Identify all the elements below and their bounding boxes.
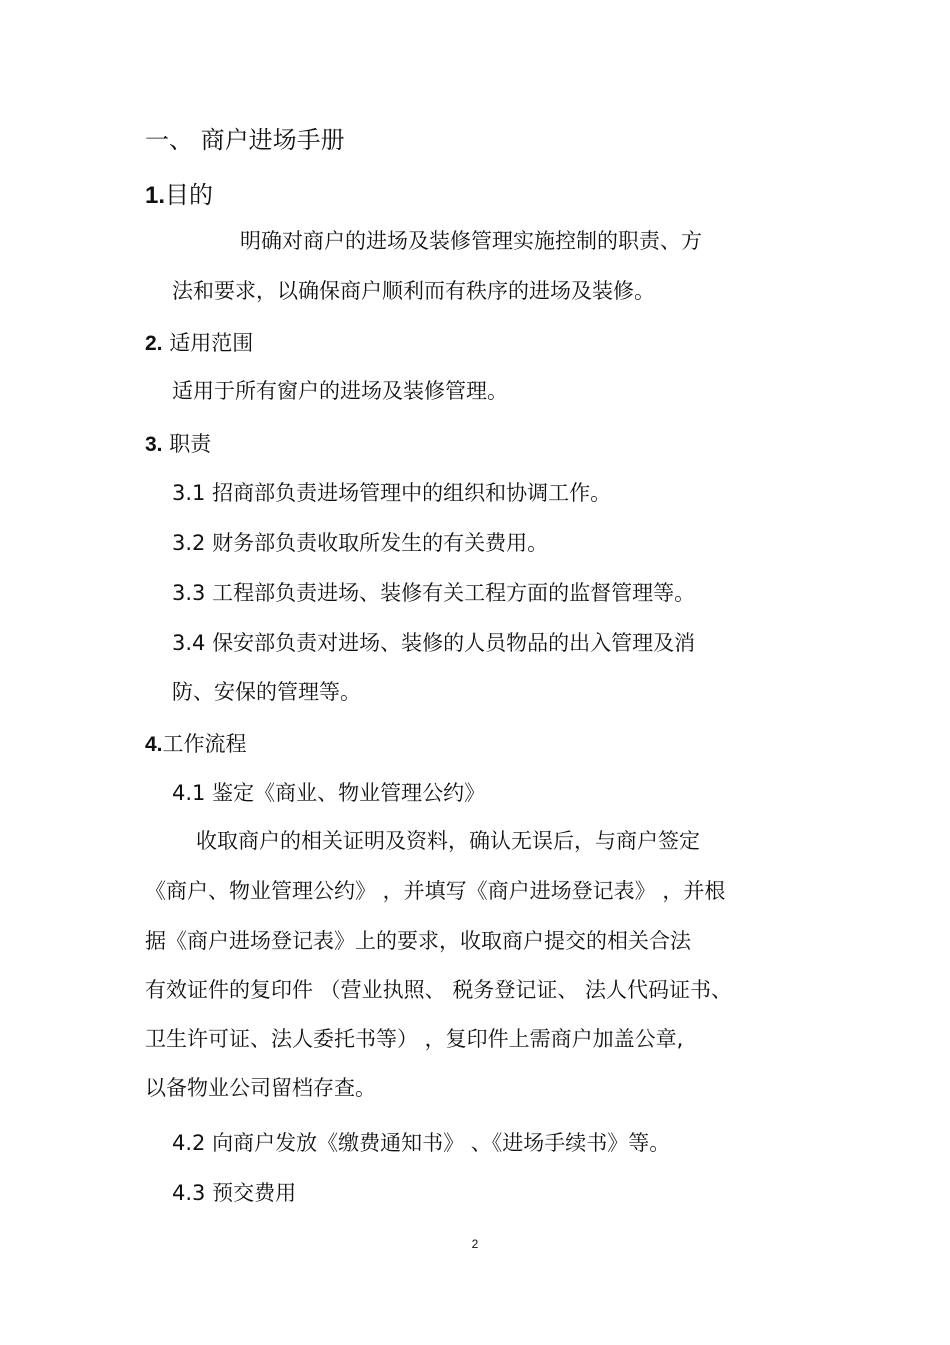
section-number: 2.: [145, 332, 163, 355]
page-title: 一、 商户进场手册: [145, 126, 345, 154]
section-number: 1.: [145, 182, 166, 209]
paragraph-line: 以备物业公司留档存查。: [145, 1076, 376, 1100]
section-label: 目的: [165, 181, 214, 209]
paragraph-line: 明确对商户的进场及装修管理实施控制的职责、方: [240, 229, 702, 253]
section-number: 3.: [145, 433, 163, 456]
section-4-heading: [145, 734, 247, 755]
section-label: 职责: [169, 432, 212, 456]
paragraph-line: 《商户、物业管理公约》 ，并填写《商户进场登记表》 ，并根: [145, 879, 726, 903]
subsection-heading: 4.1 鉴定《商业、物业管理公约》: [172, 781, 486, 805]
section-label: 适用范围: [169, 331, 254, 355]
subsection-heading: 4.3 预交费用: [172, 1181, 297, 1205]
list-item: 3.2 财务部负责收取所发生的有关费用。: [172, 531, 549, 555]
list-item: 3.1 招商部负责进场管理中的组织和协调工作。: [172, 481, 612, 505]
section-3-heading: [145, 434, 211, 455]
paragraph-line: 法和要求，以确保商户顺利而有秩序的进场及装修。: [172, 279, 655, 303]
section-number: 4.: [145, 733, 163, 756]
paragraph-line: 收取商户的相关证明及资料，确认无误后，与商户签定: [196, 829, 700, 853]
section-2-heading: [145, 333, 253, 354]
paragraph-line: 有效证件的复印件 （营业执照、 税务登记证、 法人代码证书、: [145, 978, 733, 1002]
paragraph-line: 卫生许可证、法人委托书等） ，复印件上需商户加盖公章,: [145, 1027, 684, 1051]
list-item: 3.4 保安部负责对进场、装修的人员物品的出入管理及消: [172, 631, 696, 655]
list-item: 3.3 工程部负责进场、装修有关工程方面的监督管理等。: [172, 581, 696, 605]
paragraph-line: 适用于所有窗户的进场及装修管理。: [172, 379, 508, 403]
section-1-heading: [145, 183, 213, 208]
paragraph-line: 据《商户进场登记表》上的要求，收取商户提交的相关合法: [145, 929, 691, 953]
section-label: 工作流程: [162, 732, 247, 756]
page-number: 2: [471, 1237, 479, 1251]
list-item-continuation: 防、安保的管理等。: [172, 680, 361, 704]
subsection-heading: 4.2 向商户发放《缴费通知书》 、《进场手续书》等。: [172, 1131, 671, 1155]
